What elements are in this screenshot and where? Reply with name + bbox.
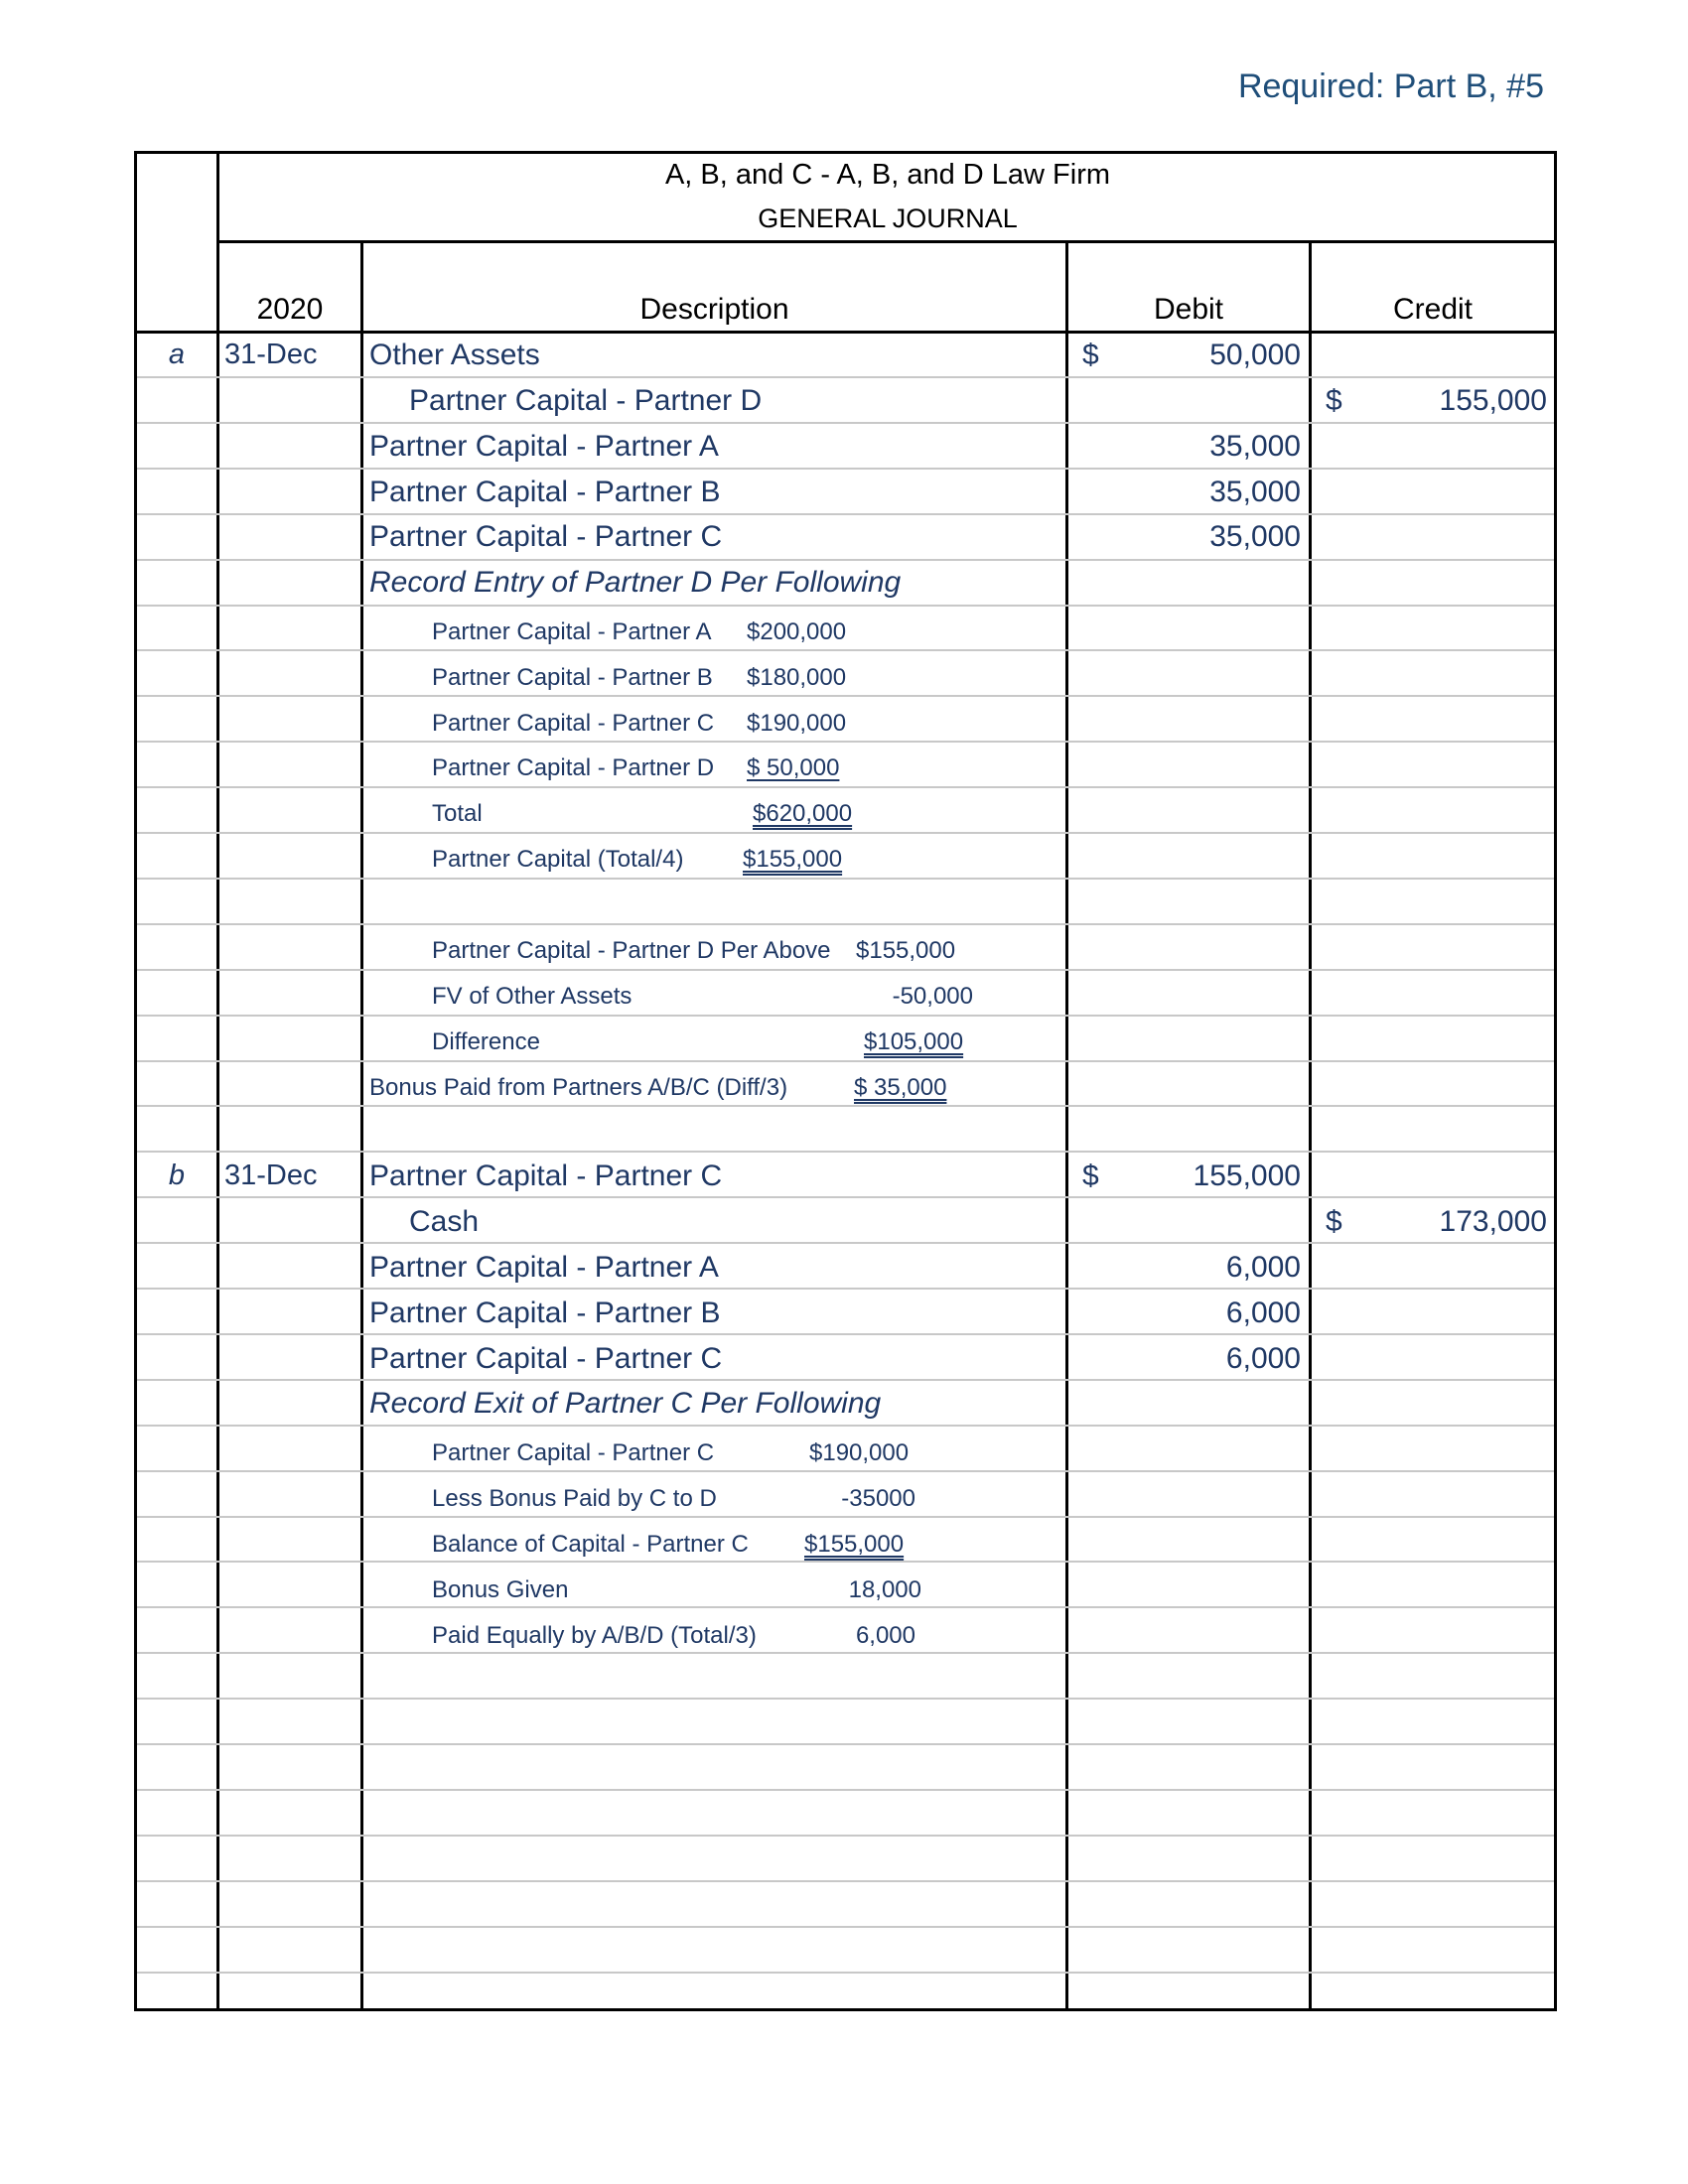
row-rule	[137, 376, 1554, 378]
row-rule	[137, 1015, 1554, 1017]
calc-value: $190,000	[747, 710, 847, 737]
calc-label: Less Bonus Paid by C to D	[432, 1485, 717, 1512]
row-rule	[137, 513, 1554, 515]
row-rule	[137, 1105, 1554, 1107]
calc-value: $ 35,000	[854, 1074, 947, 1101]
row-rule	[137, 1470, 1554, 1472]
credit-amount: 173,000	[1439, 1205, 1547, 1238]
row-rule	[137, 1789, 1554, 1791]
row-rule	[137, 1288, 1554, 1290]
row-rule	[137, 1835, 1554, 1837]
calc-label: Bonus Paid from Partners A/B/C (Diff/3)	[369, 1074, 788, 1101]
column-divider	[360, 241, 363, 2011]
calc-label: FV of Other Assets	[432, 983, 633, 1010]
entry-memo: Record Entry of Partner D Per Following	[369, 566, 902, 599]
account-name: Cash	[409, 1205, 480, 1238]
required-label: Required: Part B, #5	[1237, 68, 1544, 105]
row-rule	[137, 1606, 1554, 1608]
calc-value: $105,000	[864, 1028, 964, 1055]
row-rule	[137, 1926, 1554, 1928]
account-name: Partner Capital - Partner B	[369, 1297, 721, 1329]
row-rule	[137, 468, 1554, 470]
row-rule	[137, 878, 1554, 880]
entry-date: 31-Dec	[224, 1160, 318, 1191]
account-name: Other Assets	[369, 339, 540, 371]
journal-subtitle: GENERAL JOURNAL	[758, 204, 1018, 233]
journal-table	[134, 151, 1557, 2011]
account-name: Partner Capital - Partner C	[369, 1342, 723, 1375]
calc-value: -35000	[841, 1485, 915, 1512]
dollar-sign: $	[1082, 1160, 1099, 1192]
year-header: 2020	[256, 293, 324, 326]
calc-value: $200,000	[747, 618, 847, 645]
row-rule	[137, 1333, 1554, 1335]
calc-label: Bonus Given	[432, 1576, 569, 1603]
calc-value: $190,000	[809, 1439, 910, 1466]
credit-amount: 155,000	[1439, 384, 1547, 417]
row-rule	[137, 695, 1554, 697]
row-rule	[137, 1743, 1554, 1745]
credit-header: Credit	[1392, 293, 1474, 326]
calc-value: $180,000	[747, 664, 847, 691]
debit-amount: 155,000	[1193, 1160, 1301, 1192]
calc-label: Balance of Capital - Partner C	[432, 1531, 749, 1558]
calc-label: Paid Equally by A/B/D (Total/3)	[432, 1622, 757, 1649]
debit-amount: 6,000	[1225, 1297, 1301, 1329]
account-name: Partner Capital - Partner C	[369, 520, 723, 553]
row-rule	[137, 1242, 1554, 1244]
dollar-sign: $	[1326, 384, 1342, 417]
row-rule	[137, 1516, 1554, 1518]
calc-label: Total	[432, 800, 483, 827]
calc-value: 6,000	[855, 1622, 915, 1649]
calc-value: -50,000	[892, 983, 973, 1010]
row-rule	[137, 1652, 1554, 1654]
column-divider	[216, 151, 219, 2011]
calc-label: Partner Capital - Partner A	[432, 618, 712, 645]
calc-value: $ 50,000	[747, 754, 840, 781]
row-rule	[137, 741, 1554, 743]
calc-label: Difference	[432, 1028, 540, 1055]
calc-value: $155,000	[856, 937, 956, 964]
row-rule	[137, 1151, 1554, 1153]
row-rule	[137, 422, 1554, 424]
column-divider	[1065, 241, 1068, 2011]
dollar-sign: $	[1326, 1205, 1342, 1238]
calc-value: $155,000	[804, 1531, 905, 1558]
debit-amount: 35,000	[1209, 520, 1301, 553]
column-divider	[1309, 241, 1312, 2011]
account-name: Partner Capital - Partner D	[409, 384, 763, 417]
row-rule	[137, 786, 1554, 788]
row-rule	[137, 969, 1554, 971]
row-rule	[137, 1880, 1554, 1882]
entry-letter: b	[168, 1160, 186, 1191]
debit-amount: 35,000	[1209, 476, 1301, 508]
account-name: Partner Capital - Partner C	[369, 1160, 723, 1192]
row-rule	[137, 605, 1554, 607]
calc-label: Partner Capital - Partner D	[432, 754, 715, 781]
row-rule	[137, 832, 1554, 834]
dollar-sign: $	[1082, 339, 1099, 371]
debit-amount: 6,000	[1225, 1342, 1301, 1375]
header-divider	[134, 331, 1557, 334]
calc-label: Partner Capital - Partner C	[432, 1439, 715, 1466]
row-rule	[137, 1379, 1554, 1381]
row-rule	[137, 1698, 1554, 1700]
row-rule	[137, 559, 1554, 561]
account-name: Partner Capital - Partner A	[369, 430, 719, 463]
description-header: Description	[639, 293, 789, 326]
row-rule	[137, 649, 1554, 651]
calc-label: Partner Capital (Total/4)	[432, 846, 684, 873]
calc-label: Partner Capital - Partner D Per Above	[432, 937, 831, 964]
entry-date: 31-Dec	[224, 339, 318, 370]
debit-header: Debit	[1153, 293, 1224, 326]
calc-value: 18,000	[848, 1576, 921, 1603]
entry-memo: Record Exit of Partner C Per Following	[369, 1387, 882, 1420]
row-rule	[137, 1425, 1554, 1427]
entry-letter: a	[168, 339, 186, 370]
row-rule	[137, 1972, 1554, 1974]
row-rule	[137, 1561, 1554, 1563]
calc-label: Partner Capital - Partner C	[432, 710, 715, 737]
row-rule	[137, 1060, 1554, 1062]
debit-amount: 50,000	[1209, 339, 1301, 371]
journal-title: A, B, and C - A, B, and D Law Firm	[664, 159, 1111, 191]
calc-value: $155,000	[743, 846, 843, 873]
header-divider	[216, 240, 1557, 243]
account-name: Partner Capital - Partner B	[369, 476, 721, 508]
account-name: Partner Capital - Partner A	[369, 1251, 719, 1284]
row-rule	[137, 923, 1554, 925]
debit-amount: 6,000	[1225, 1251, 1301, 1284]
row-rule	[137, 1196, 1554, 1198]
calc-label: Partner Capital - Partner B	[432, 664, 713, 691]
debit-amount: 35,000	[1209, 430, 1301, 463]
calc-value: $620,000	[753, 800, 853, 827]
